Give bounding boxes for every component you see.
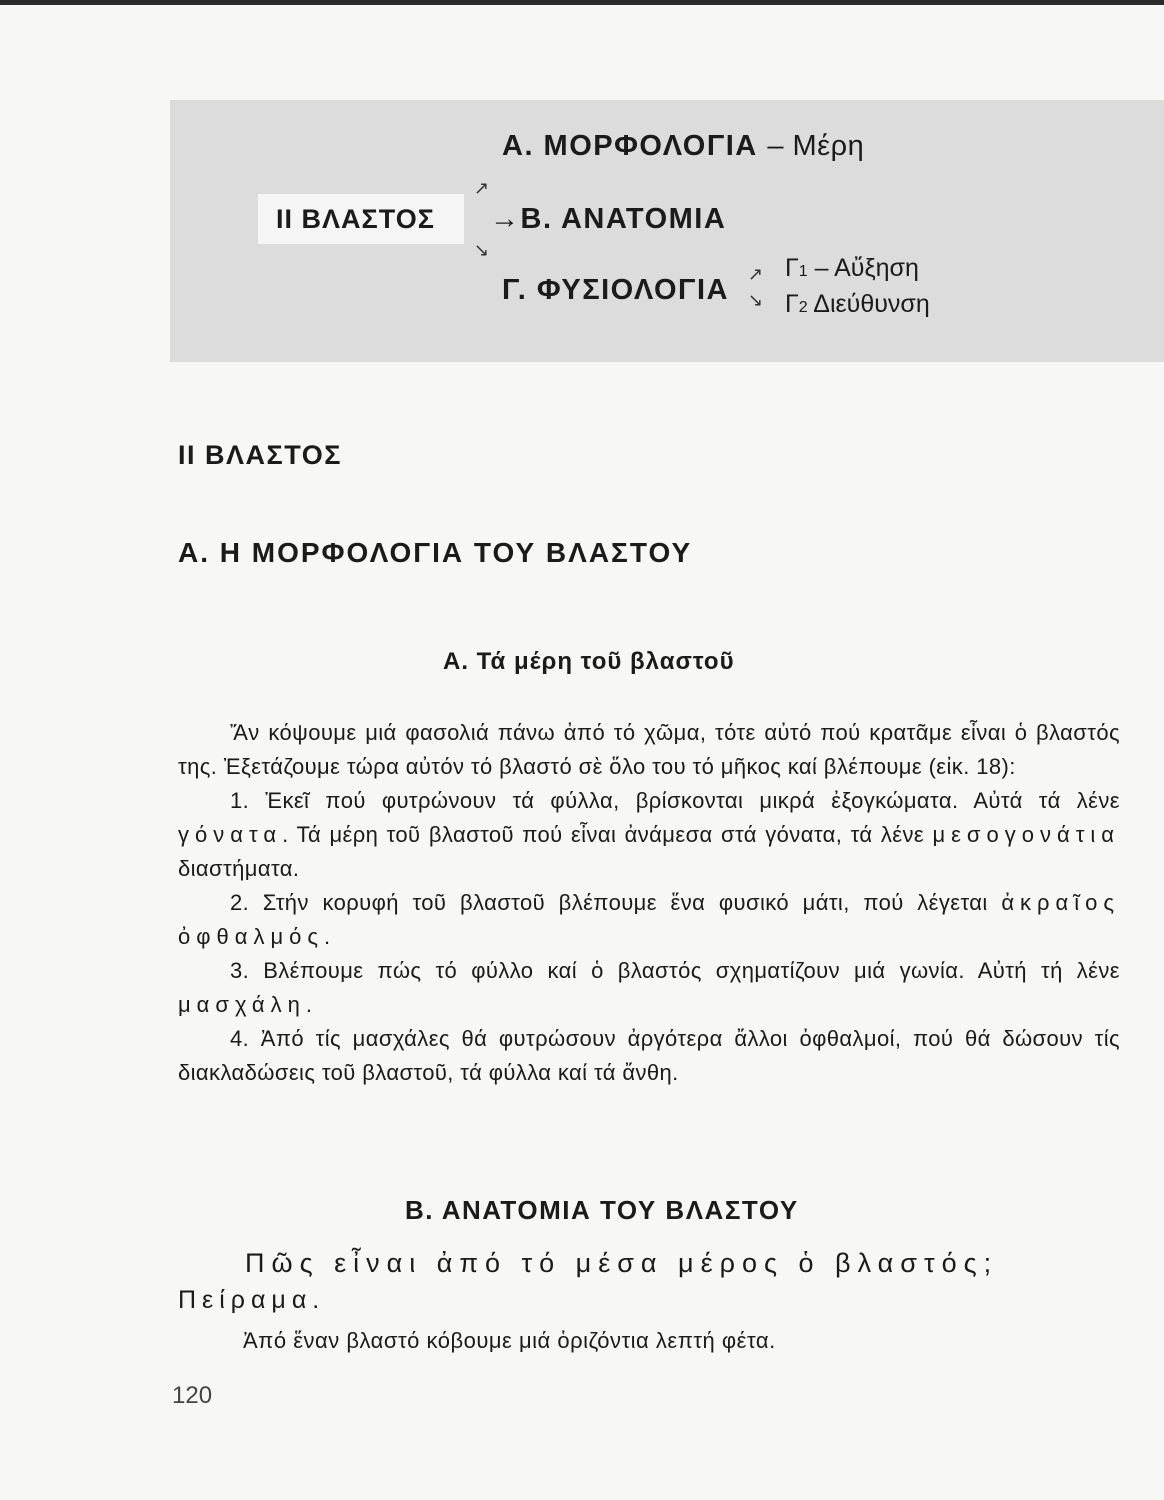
arrow-right-icon: → (490, 203, 521, 235)
tree-branch-c: Γ. ΦΥΣΙΟΛΟΓΙΑ (502, 274, 729, 306)
tree-sub-c1: Γ1 – Αὔξηση (785, 254, 919, 282)
question-text: Πῶς εἶναι ἀπό τό μέσα μέρος ὁ βλαστός; (245, 1248, 999, 1278)
list-item: 4. Ἀπό τίς μασχάλες θά φυτρώσουν ἀργότερα ἄλλοι ὀφθαλμοί, πού θά δώσουν τίς διακλαδώσεις τοῦ βλαστοῦ, τά φύλλα καί τά ἄνθη. (178, 1026, 1120, 1085)
list-item: 2. Στήν κορυφή τοῦ βλαστοῦ βλέπουμε ἕνα φυσικό μάτι, πού λέγεται ἀκραῖος ὀφθαλμός. (178, 890, 1120, 949)
arrow-down-right-icon: ↘ (748, 290, 764, 310)
arrow-up-right-icon: ↗ (474, 178, 490, 198)
section-heading-anatomy: Β. ΑΝΑΤΟΜΙΑ ΤΟΥ ΒΛΑΣΤΟΥ (405, 1195, 799, 1225)
section-heading-morphology: Α. Η ΜΟΡΦΟΛΟΓΙΑ ΤΟΥ ΒΛΑΣΤΟΥ (178, 537, 693, 568)
body-text (178, 716, 1120, 1090)
subsection-heading-parts: Α. Τά μέρη τοῦ βλαστοῦ (443, 648, 735, 675)
tree-branch-a: Α. ΜΟΡΦΟΛΟΓΙΑ – Μέρη (502, 130, 865, 162)
tree-root-label: II ΒΛΑΣΤΟΣ (258, 194, 464, 244)
tree-branch-b: →Β. ΑΝΑΤΟΜΙΑ (490, 203, 727, 235)
experiment-label: Πείραμα. (178, 1286, 326, 1314)
chapter-heading: II ΒΛΑΣΤΟΣ (178, 440, 342, 470)
experiment-text: Ἀπό ἕναν βλαστό κόβουμε μιά ὁριζόντια λεπτή φέτα. (243, 1328, 776, 1353)
page-number: 120 (172, 1382, 213, 1409)
tree-sub-c2: Γ2 Διεύθυνση (785, 290, 930, 318)
page-top-rule (0, 0, 1164, 5)
arrow-up-right-icon: ↗ (748, 264, 764, 284)
intro-paragraph: Ἄν κόψουμε μιά φασολιά πάνω ἀπό τό χῶμα, τότε αὐτό πού κρατᾶμε εἶναι ὁ βλαστός της. Ἐξετάζουμε τώρα αὐτόν τό βλαστό σὲ ὅλο του τό μῆκος καί βλέπουμε (εἰκ. 18): (178, 720, 1120, 779)
list-item: 1. Ἐκεῖ πού φυτρώνουν τά φύλλα, βρίσκονται μικρά ἐξογκώματα. Αὐτά τά λένε γόνατα. Τά μέρη τοῦ βλαστοῦ πού εἶναι ἀνάμεσα στά γόνατα, τά λένε μεσογονάτια διαστήματα. (178, 788, 1120, 881)
arrow-down-right-icon: ↘ (474, 240, 490, 260)
list-item: 3. Βλέπουμε πώς τό φύλλο καί ὁ βλαστός σχηματίζουν μιά γωνία. Αὐτή τή λένε μασχάλη. (178, 958, 1120, 1017)
